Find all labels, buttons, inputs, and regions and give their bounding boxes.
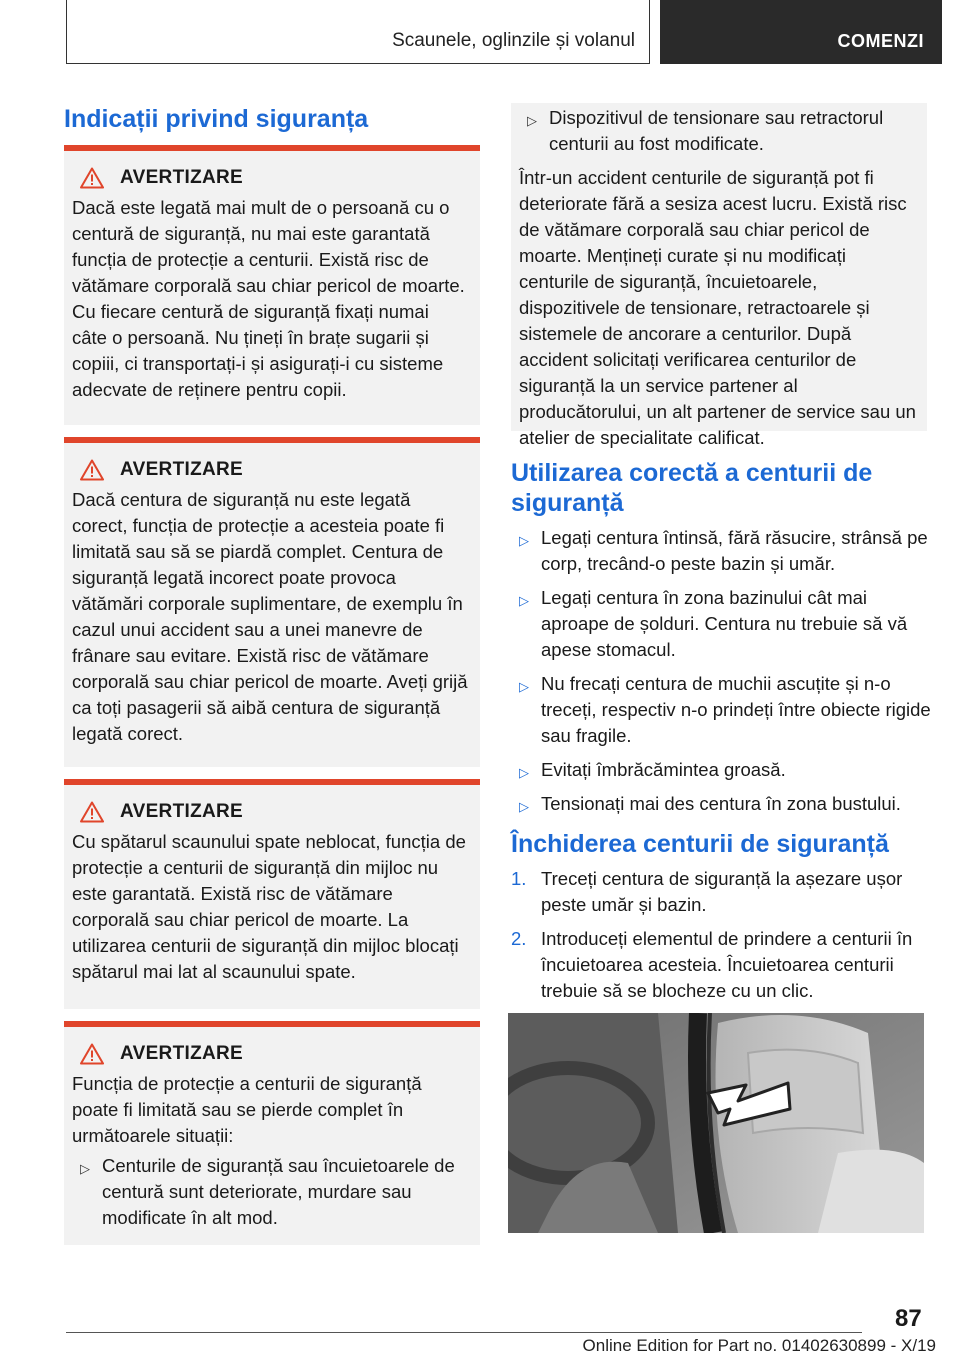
footer-edition: Online Edition for Part no. 01402630899 - X/19 (582, 1336, 936, 1355)
page-number: 87 (895, 1305, 922, 1332)
triangle-bullet-icon: ▷ (519, 679, 529, 694)
warning-triangle-icon (80, 459, 104, 481)
section-heading-correct-use: Utilizarea corectă a centurii de siguranță (511, 459, 873, 517)
triangle-bullet-icon: ▷ (519, 533, 529, 548)
list-item-text: Nu frecați centura de muchii ascuțite și n-o treceți, respectiv n-o prindeți între obiecte rigide sau fragile. (541, 673, 931, 746)
warning-text: Într-un accident centurile de siguranță pot fi deteriorate fără a sesiza acest lucru. Există risc de vătămare corporală sau chiar pericol de moarte. Mențineți curate și nu modificați centurile de siguranță, încuietoarele, dispozitivele de tensionare, retractoarele și sistemele de ancorare a centurilor. După accident solicitați verificarea centurilor de siguranță la un service partener al producătorului, un alt partener de service sau un atelier de specialitate calificat. (519, 167, 916, 448)
list-item (511, 757, 931, 783)
warning-triangle-icon (80, 1043, 104, 1065)
warning-box-3 (64, 779, 480, 1009)
step-item (511, 866, 931, 918)
step-number: 2. (511, 928, 527, 949)
warning-text: Cu spătarul scaunului spate neblocat, funcția de protecție a centurii de siguranță din mijloc nu este garantată. Există risc de vătămare corporală sau chiar pericol de moarte. La utilizarea centurii de siguranță din mijloc blocați spătarul mai lat al scaunului spate. (72, 831, 466, 982)
triangle-bullet-icon: ▷ (80, 1161, 90, 1176)
fasten-steps (511, 866, 931, 1012)
list-item-text: Dispozitivul de tensionare sau retractorul centurii au fost modificate. (549, 107, 884, 154)
warning-box-4 (64, 1021, 480, 1245)
section-heading-fasten: Închiderea centurii de siguranță (511, 830, 889, 858)
footer-divider (66, 1332, 862, 1333)
step-number: 1. (511, 868, 527, 889)
list-item-text: Legați centura în zona bazinului cât mai aproape de șolduri. Centura nu trebuie să vă apese stomacul. (541, 587, 908, 660)
section-heading-safety: Indicații privind siguranța (64, 105, 369, 133)
warning-box-1 (64, 145, 480, 425)
step-text: Introduceți elementul de prindere a centurii în încuietoarea acesteia. Încuietoarea centurii trebuie să se blocheze cu un clic. (541, 928, 913, 1001)
warning-continuation-box (511, 103, 927, 448)
warning-title: AVERTIZARE (120, 459, 243, 480)
warning-box-2 (64, 437, 480, 767)
triangle-bullet-icon: ▷ (519, 799, 529, 814)
list-item-text: Legați centura întinsă, fără răsucire, strânsă pe corp, trecând-o peste bazin și umăr. (541, 527, 928, 574)
warning-title: AVERTIZARE (120, 801, 243, 822)
warning-text: Funcția de protecție a centurii de siguranță poate fi limitată sau se pierde complet în următoarele situații: (72, 1073, 422, 1146)
header-chapter-tab (660, 0, 942, 64)
warning-title: AVERTIZARE (120, 1043, 243, 1064)
list-item-text: Evitați îmbrăcămintea groasă. (541, 759, 786, 780)
list-item (72, 1153, 468, 1231)
triangle-bullet-icon: ▷ (527, 113, 537, 128)
list-item (519, 105, 917, 157)
triangle-bullet-icon: ▷ (519, 765, 529, 780)
list-item (511, 525, 931, 577)
list-item (511, 791, 931, 817)
list-item-text: Centurile de siguranță sau încuietoarele de centură sunt deteriorate, murdare sau modificate în alt mod. (102, 1155, 455, 1228)
warning-triangle-icon (80, 801, 104, 823)
triangle-bullet-icon: ▷ (519, 593, 529, 608)
seatbelt-illustration (508, 1013, 924, 1233)
warning-text: Dacă centura de siguranță nu este legată corect, funcția de protecție a acesteia poate fi limitată sau să se piardă complet. Centura de siguranță legată incorect poate provoca vătămări corporale suplimentare, de exemplu în cazul unui accident sau a unei manevre de frânare sau evitare. Există risc de vătămare corporală sau chiar pericol de moarte. Aveți grijă ca toți pasagerii să aibă centura de siguranță legată corect. (72, 489, 468, 744)
seatbelt-photo (508, 1013, 924, 1233)
step-item (511, 926, 931, 1004)
warning-title: AVERTIZARE (120, 167, 243, 188)
list-item (511, 671, 931, 749)
warning-text: Dacă este legată mai mult de o persoană cu o centură de siguranță, nu mai este garantată funcția de protecție a centurii. Există risc de vătămare corporală sau chiar pericol de moarte. Cu fiecare centură de siguranță fixați numai câte o persoană. Nu țineți în brațe sugarii și copiii, ci transportați-i și asigurați-i cu sisteme adecvate de reținere pentru copii. (72, 197, 465, 400)
list-item (511, 585, 931, 663)
header-chapter-label: COMENZI (837, 31, 924, 51)
header-section-box (66, 0, 650, 64)
step-text: Treceți centura de siguranță la așezare ușor peste umăr și bazin. (541, 868, 903, 915)
correct-use-list (511, 525, 931, 825)
warning-triangle-icon (80, 167, 104, 189)
list-item-text: Tensionați mai des centura în zona bustului. (541, 793, 901, 814)
header-section-title: Scaunele, oglinzile și volanul (392, 30, 635, 51)
